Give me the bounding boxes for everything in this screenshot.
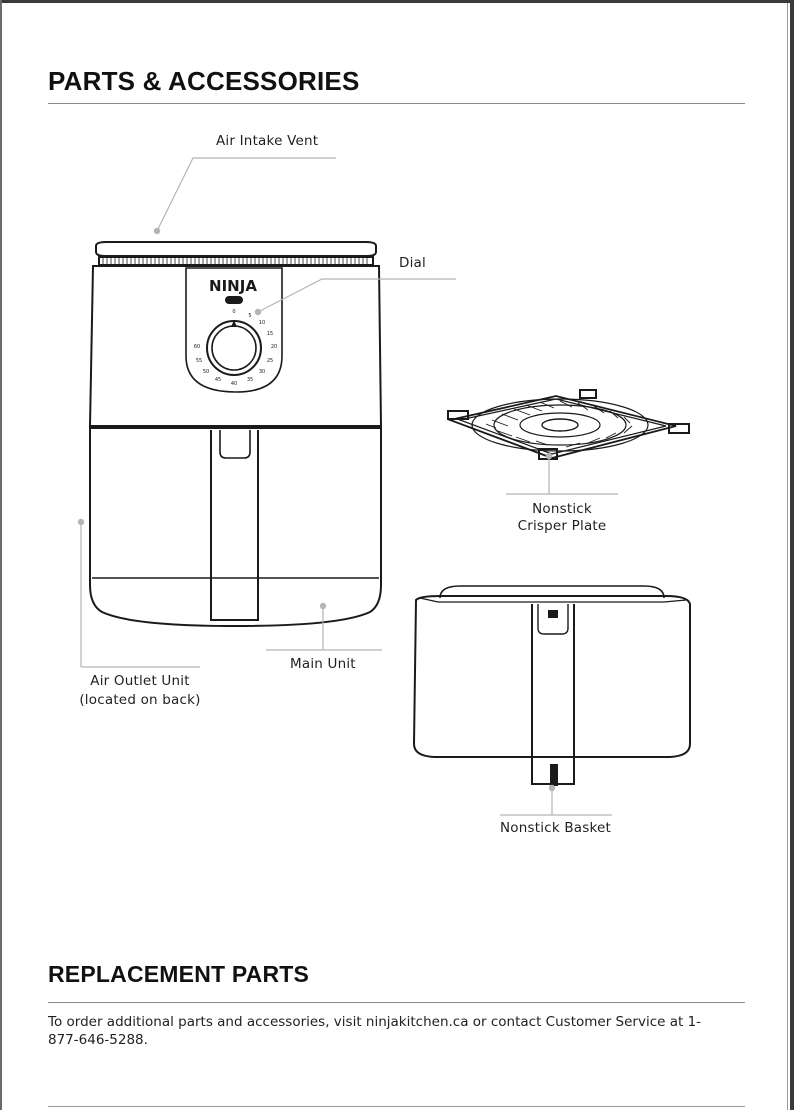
label-main-unit: Main Unit [290,656,356,672]
dial-tick: 45 [214,377,222,383]
label-air-outlet-line1: Air Outlet Unit [90,673,190,689]
label-crisper-plate-line1: Nonstick [532,501,592,517]
dial-tick: 5 [248,313,252,319]
label-air-outlet [72,672,208,710]
dial-tick: 50 [202,369,210,375]
crisper-plate [448,390,689,459]
dial-tick: 35 [246,377,254,383]
replacement-parts-text: To order additional parts and accessories, visit ninjakitchen.ca or contact Customer Service at 1-877-646-5288. [48,1014,702,1048]
dial-tick: 15 [266,331,274,337]
dial-tick: 10 [258,320,266,326]
label-dial: Dial [399,255,426,271]
label-nonstick-basket: Nonstick Basket [500,820,612,836]
brand-logo: NINJA [209,277,257,295]
label-crisper-plate-line2: Crisper Plate [517,518,607,534]
dial-tick: 30 [258,369,266,375]
label-crisper-plate [506,501,618,535]
section-title-parts-accessories: PARTS & ACCESSORIES [48,66,360,96]
label-air-outlet-line2: (located on back) [79,692,201,708]
label-air-intake-vent: Air Intake Vent [216,133,319,149]
dial-tick: 55 [195,358,203,364]
footer-rule [48,1106,745,1107]
air-fryer-main-unit [90,242,381,626]
dial-tick: 60 [193,344,201,350]
dial-tick: 25 [266,358,274,364]
nonstick-basket [414,586,690,786]
dial-tick: 20 [270,344,278,350]
dial-tick: 0 [232,309,236,315]
vent-hatching [103,258,367,264]
section-title-replacement-parts: REPLACEMENT PARTS [48,961,310,987]
section-divider [48,1002,745,1003]
dial-tick: 40 [230,381,238,387]
